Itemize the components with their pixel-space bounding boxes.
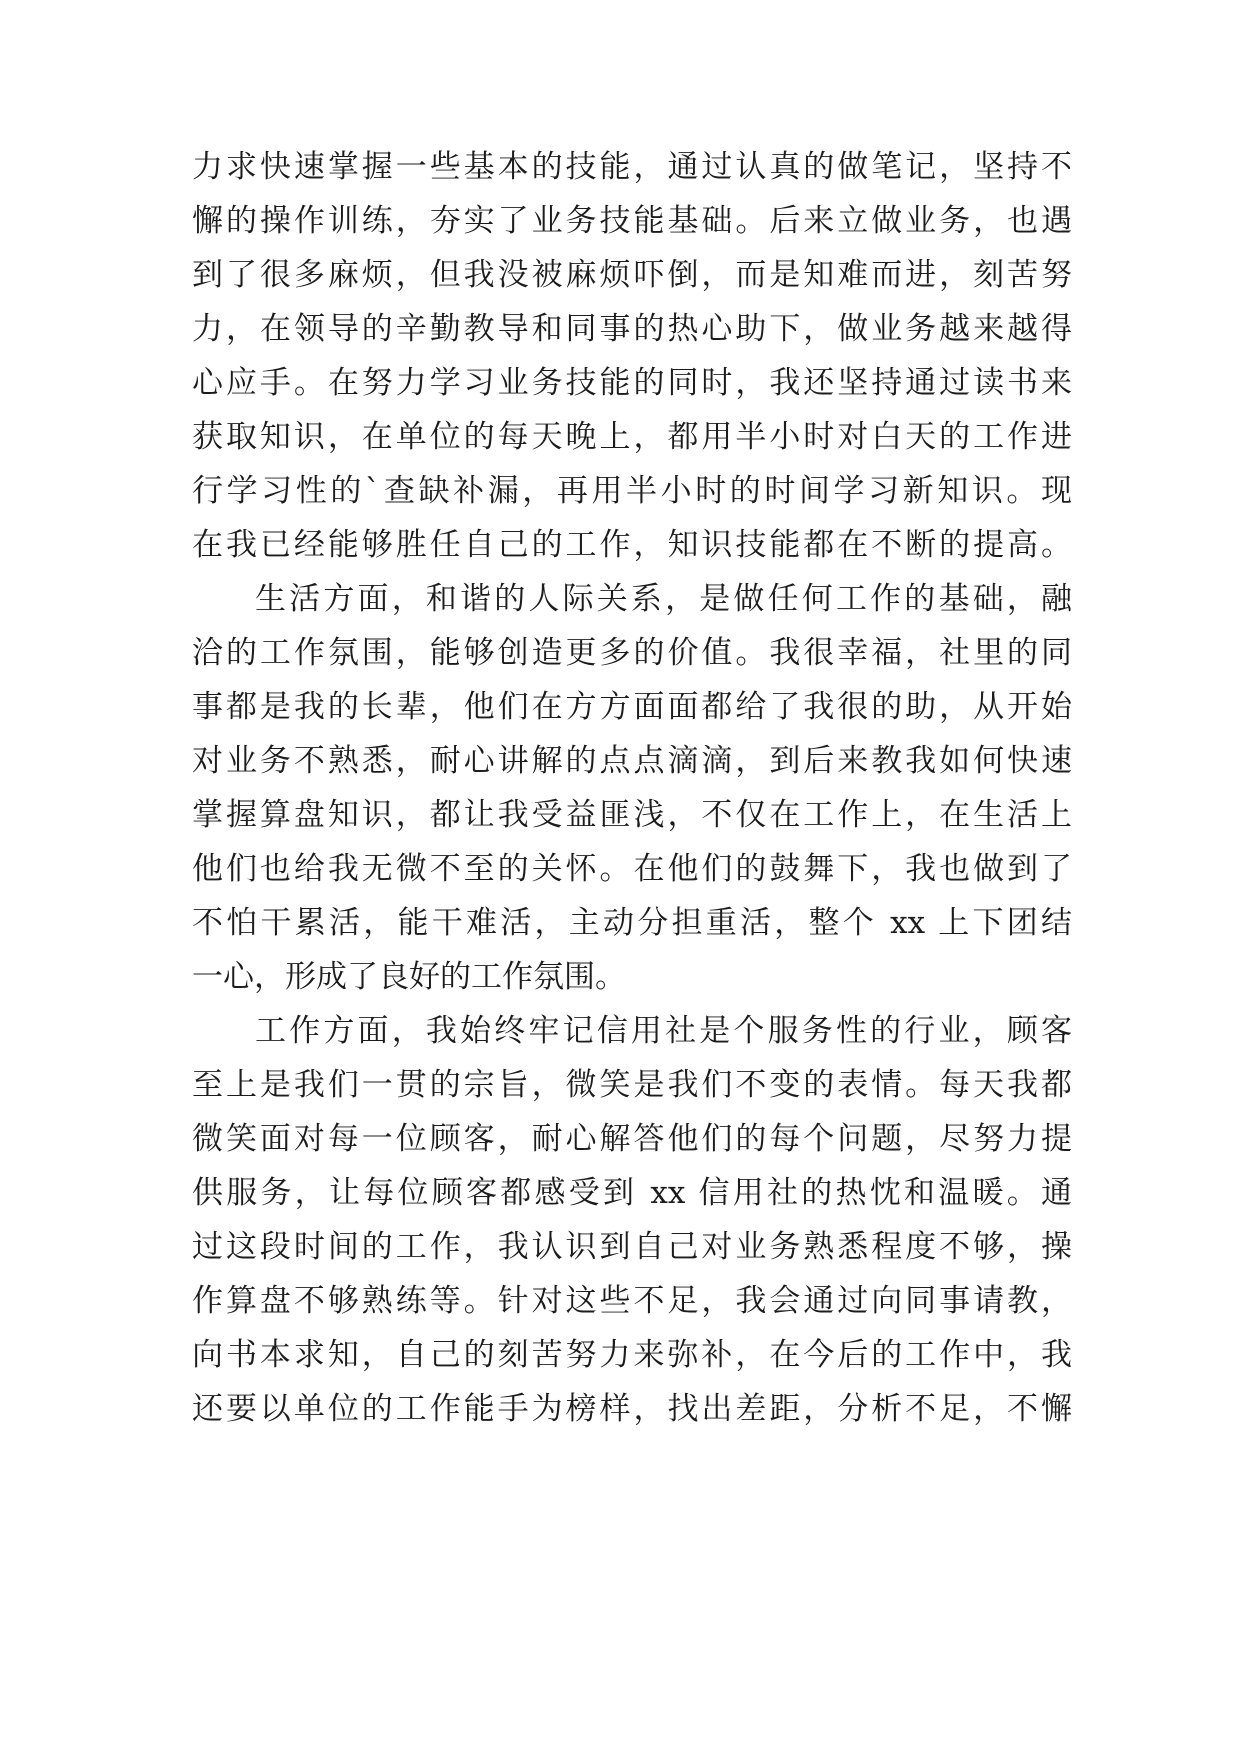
text-line: 至上是我们一贯的宗旨，微笑是我们不变的表情。每天我都 <box>192 1067 1072 1103</box>
text-line: 掌握算盘知识，都让我受益匪浅，不仅在工作上，在生活上 <box>192 797 1072 833</box>
text-line: 作算盘不够熟练等。针对这些不足，我会通过向同事请教， <box>192 1283 1072 1319</box>
text-line: 力，在领导的辛勤教导和同事的热心助下，做业务越来越得 <box>192 311 1072 347</box>
text-line: 获取知识，在单位的每天晚上，都用半小时对白天的工作进 <box>192 419 1072 455</box>
text-line: 懈的操作训练，夯实了业务技能基础。后来立做业务，也遇 <box>192 203 1072 239</box>
text-line: 向书本求知，自己的刻苦努力来弥补，在今后的工作中，我 <box>192 1337 1072 1373</box>
text-line: 行学习性的`查缺补漏，再用半小时的时间学习新知识。现 <box>192 473 1072 509</box>
text-line: 不怕干累活，能干难活，主动分担重活，整个 xx 上下团结 <box>192 905 1072 941</box>
text-line: 供服务，让每位顾客都感受到 xx 信用社的热忱和温暖。通 <box>192 1175 1072 1211</box>
paragraph-end-line: 一心，形成了良好的工作氛围。 <box>192 959 626 995</box>
paragraph-start-line: 生活方面，和谐的人际关系，是做任何工作的基础，融 <box>255 581 1072 617</box>
text-line: 在我已经能够胜任自己的工作，知识技能都在不断的提高。 <box>192 527 1072 563</box>
text-line: 对业务不熟悉，耐心讲解的点点滴滴，到后来教我如何快速 <box>192 743 1072 779</box>
text-line: 他们也给我无微不至的关怀。在他们的鼓舞下，我也做到了 <box>192 851 1072 887</box>
text-line: 过这段时间的工作，我认识到自己对业务熟悉程度不够，操 <box>192 1229 1072 1265</box>
text-line: 微笑面对每一位顾客，耐心解答他们的每个问题，尽努力提 <box>192 1121 1072 1157</box>
text-line: 到了很多麻烦，但我没被麻烦吓倒，而是知难而进，刻苦努 <box>192 257 1072 293</box>
text-line: 事都是我的长辈，他们在方方面面都给了我很的助，从开始 <box>192 689 1072 725</box>
paragraph-start-line: 工作方面，我始终牢记信用社是个服务性的行业，顾客 <box>255 1013 1072 1049</box>
text-line: 力求快速掌握一些基本的技能，通过认真的做笔记，坚持不 <box>192 149 1072 185</box>
text-line: 心应手。在努力学习业务技能的同时，我还坚持通过读书来 <box>192 365 1072 401</box>
text-line: 还要以单位的工作能手为榜样，找出差距，分析不足，不懈 <box>192 1391 1072 1427</box>
text-line: 洽的工作氛围，能够创造更多的价值。我很幸福，社里的同 <box>192 635 1072 671</box>
